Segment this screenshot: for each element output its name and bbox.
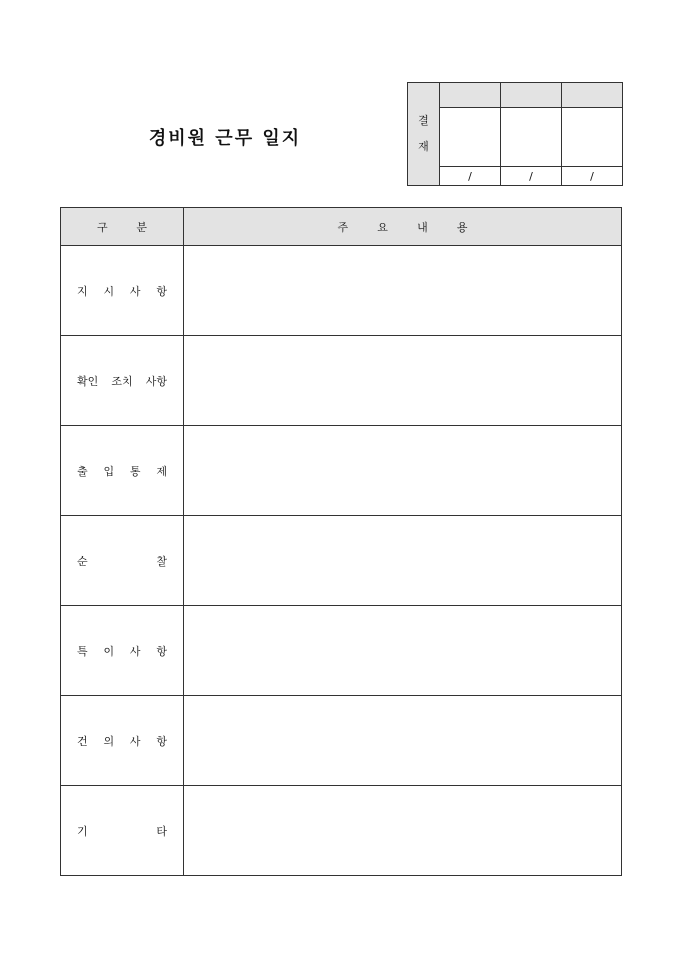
table-row [61, 516, 622, 606]
header-category: 구 분 [61, 208, 184, 246]
approval-header-cell [501, 83, 562, 108]
table-row [61, 426, 622, 516]
row-label: 특 이 사 항 [61, 606, 184, 696]
approval-label-bottom: 재 [418, 140, 429, 153]
row-content-field[interactable] [184, 336, 622, 426]
row-label: 순 찰 [61, 516, 184, 606]
approval-date-field[interactable]: / [440, 167, 501, 186]
signature-field[interactable] [562, 108, 623, 167]
row-label: 출 입 통 제 [61, 426, 184, 516]
header-content: 주 요 내 용 [184, 208, 622, 246]
row-content-field[interactable] [184, 516, 622, 606]
row-label: 건 의 사 항 [61, 696, 184, 786]
table-row [61, 606, 622, 696]
signature-field[interactable] [501, 108, 562, 167]
approval-box [407, 82, 623, 186]
row-label: 기 타 [61, 786, 184, 876]
table-row [61, 696, 622, 786]
table-row [61, 336, 622, 426]
signature-field[interactable] [440, 108, 501, 167]
row-content-field[interactable] [184, 246, 622, 336]
approval-date-field[interactable]: / [501, 167, 562, 186]
row-content-field[interactable] [184, 696, 622, 786]
approval-date-field[interactable]: / [562, 167, 623, 186]
row-content-field[interactable] [184, 426, 622, 516]
table-header-row [61, 208, 622, 246]
page-title: 경비원 근무 일지 [148, 128, 302, 149]
approval-header-cell [440, 83, 501, 108]
approval-label-top: 결 [418, 114, 429, 127]
row-content-field[interactable] [184, 606, 622, 696]
table-row [61, 786, 622, 876]
table-row [61, 246, 622, 336]
row-label: 확인 조치 사항 [61, 336, 184, 426]
log-table [60, 207, 622, 876]
approval-label [408, 83, 440, 186]
row-content-field[interactable] [184, 786, 622, 876]
approval-header-cell [562, 83, 623, 108]
row-label: 지 시 사 항 [61, 246, 184, 336]
